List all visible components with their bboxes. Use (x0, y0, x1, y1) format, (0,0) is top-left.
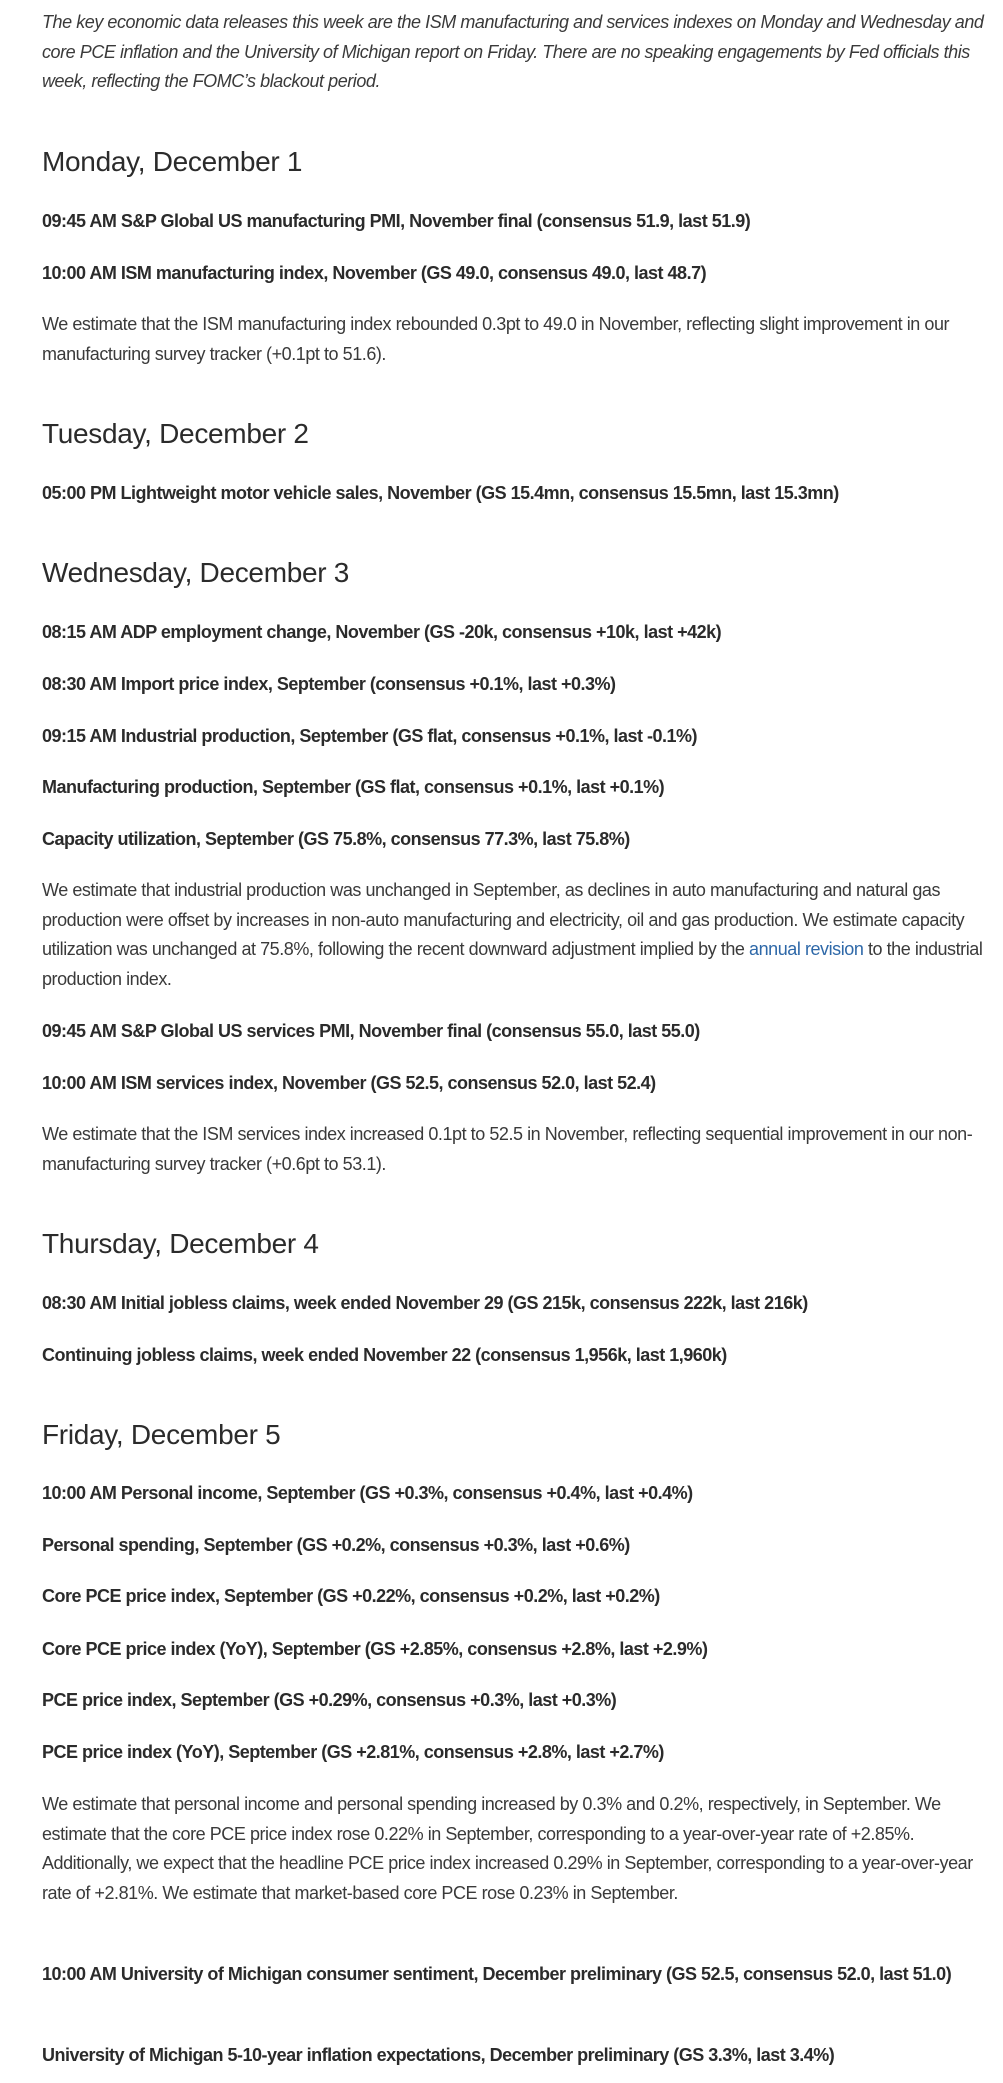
release-item: 08:15 AM ADP employment change, November (GS -20k, consensus +10k, last +42k) (42, 622, 722, 642)
release-item: PCE price index (YoY), September (GS +2.81%, consensus +2.8%, last +2.7%) (42, 1742, 664, 1762)
release-item: 05:00 PM Lightweight motor vehicle sales, November (GS 15.4mn, consensus 15.5mn, last 15.3mn) (42, 483, 839, 503)
day-heading-wednesday: Wednesday, December 3 (42, 557, 350, 588)
release-item: Personal spending, September (GS +0.2%, consensus +0.3%, last +0.6%) (42, 1535, 630, 1555)
annual-revision-link[interactable]: annual revision (749, 939, 864, 959)
estimate-paragraph: We estimate that the ISM manufacturing index rebounded 0.3pt to 49.0 in November, reflecting slight improvement in our manufacturing survey tracker (+0.1pt to 51.6). (42, 314, 950, 364)
estimate-paragraph (42, 876, 992, 994)
release-item: Manufacturing production, September (GS flat, consensus +0.1%, last +0.1%) (42, 777, 665, 797)
release-item: PCE price index, September (GS +0.29%, consensus +0.3%, last +0.3%) (42, 1690, 617, 1710)
release-item: 10:00 AM ISM manufacturing index, November (GS 49.0, consensus 49.0, last 48.7) (42, 263, 707, 283)
estimate-paragraph: We estimate that personal income and personal spending increased by 0.3% and 0.2%, respectively, in September. We estimate that the core PCE price index rose 0.22% in September, corresponding to a year-over-year rate of +2.85%. Additionally, we expect that the headline PCE price index increased 0.29% in September, corresponding to a year-over-year rate of +2.81%. We estimate that market-based core PCE rose 0.23% in September. (42, 1794, 973, 1903)
release-item: 08:30 AM Import price index, September (consensus +0.1%, last +0.3%) (42, 674, 616, 694)
estimate-paragraph: We estimate that the ISM services index increased 0.1pt to 52.5 in November, reflecting sequential improvement in our non-manufacturing survey tracker (+0.6pt to 53.1). (42, 1124, 973, 1174)
release-item: 10:00 AM University of Michigan consumer sentiment, December preliminary (GS 52.5, consensus 52.0, last 51.0) (42, 1964, 952, 1984)
paragraph-text: to the industrial production index. (42, 939, 983, 989)
release-item: Core PCE price index, September (GS +0.22%, consensus +0.2%, last +0.2%) (42, 1586, 660, 1606)
release-item: 10:00 AM Personal income, September (GS +0.3%, consensus +0.4%, last +0.4%) (42, 1483, 693, 1503)
release-item: Continuing jobless claims, week ended November 22 (consensus 1,956k, last 1,960k) (42, 1345, 727, 1365)
release-item: 08:30 AM Initial jobless claims, week ended November 29 (GS 215k, consensus 222k, last 216k) (42, 1293, 808, 1313)
day-heading-tuesday: Tuesday, December 2 (42, 418, 309, 449)
release-item: 09:45 AM S&P Global US manufacturing PMI, November final (consensus 51.9, last 51.9) (42, 211, 751, 231)
paragraph-text: We estimate that industrial production was unchanged in September, as declines in auto manufacturing and natural gas production were offset by increases in non-auto manufacturing and electricity, oil and gas production. We estimate capacity utilization was unchanged at 75.8%, following the recent downward adjustment implied by the (42, 880, 965, 959)
release-item: Core PCE price index (YoY), September (GS +2.85%, consensus +2.8%, last +2.9%) (42, 1639, 708, 1659)
day-heading-thursday: Thursday, December 4 (42, 1228, 319, 1259)
day-heading-monday: Monday, December 1 (42, 146, 303, 177)
release-item: 09:45 AM S&P Global US services PMI, November final (consensus 55.0, last 55.0) (42, 1021, 700, 1041)
release-item: 09:15 AM Industrial production, September (GS flat, consensus +0.1%, last -0.1%) (42, 726, 698, 746)
release-item: 10:00 AM ISM services index, November (GS 52.5, consensus 52.0, last 52.4) (42, 1073, 656, 1093)
release-item: University of Michigan 5-10-year inflation expectations, December preliminary (GS 3.3%, last 3.4%) (42, 2045, 835, 2065)
release-item: Capacity utilization, September (GS 75.8%, consensus 77.3%, last 75.8%) (42, 829, 630, 849)
day-heading-friday: Friday, December 5 (42, 1419, 281, 1450)
intro-paragraph: The key economic data releases this week are the ISM manufacturing and services indexes on Monday and Wednesday and core PCE inflation and the University of Michigan report on Friday. There are no speaking engagements by Fed officials this week, reflecting the FOMC’s blackout period. (42, 12, 984, 91)
